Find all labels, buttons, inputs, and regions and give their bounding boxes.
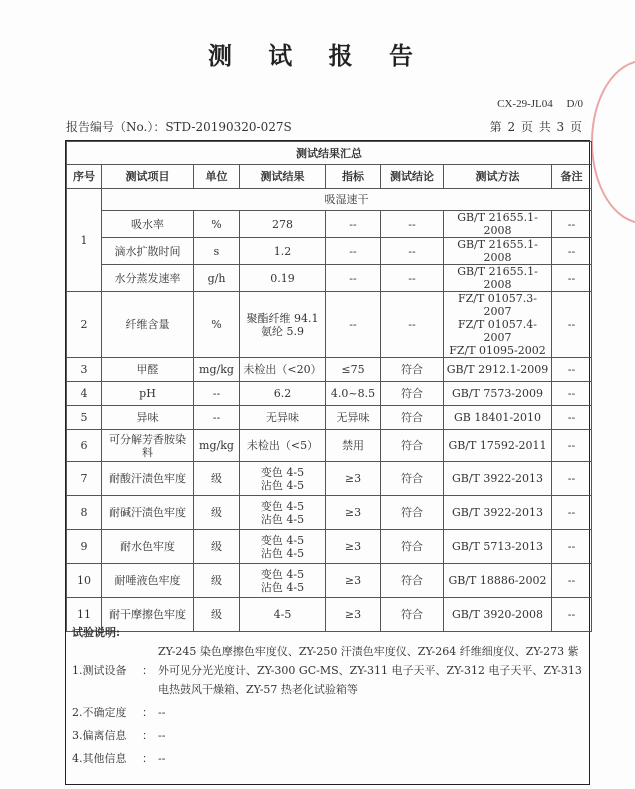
note-label: 2.不确定度: [72, 706, 127, 719]
table-cell: 耐唾液色牢度: [102, 564, 194, 598]
table-cell: s: [194, 238, 240, 265]
table-cell: 符合: [381, 496, 444, 530]
note-colon: ：: [142, 706, 153, 719]
note-label: 3.偏离信息: [72, 729, 127, 742]
table-cell: 1: [67, 189, 102, 292]
table-cell: GB/T 3922-2013: [444, 462, 552, 496]
table-cell: 无异味: [326, 406, 381, 430]
table-cell: --: [194, 406, 240, 430]
table-row: [67, 430, 592, 462]
table-cell: 级: [194, 598, 240, 632]
test-notes: [72, 623, 583, 768]
table-cell: [240, 496, 326, 530]
result-line: 沾色 4-5: [260, 546, 305, 560]
table-cell: 符合: [381, 598, 444, 632]
method-line: FZ/T 01057.3-2007: [457, 292, 538, 318]
table-row: [67, 462, 592, 496]
page-info: 第 2 页 共 3 页: [489, 120, 583, 134]
result-line: 变色 4-5: [260, 465, 305, 479]
table-cell: 符合: [381, 462, 444, 496]
column-header: 序号: [67, 165, 102, 189]
table-cell: %: [194, 292, 240, 358]
results-frame: [65, 140, 590, 785]
result-line: 变色 4-5: [260, 499, 305, 513]
result-line: 氨纶 5.9: [261, 324, 304, 338]
table-cell: 耐干摩擦色牢度: [102, 598, 194, 632]
table-cell: 符合: [381, 406, 444, 430]
table-cell: GB/T 7573-2009: [444, 382, 552, 406]
table-cell: 4.0~8.5: [326, 382, 381, 406]
table-cell: GB 18401-2010: [444, 406, 552, 430]
table-cell: --: [552, 564, 592, 598]
table-cell: --: [552, 382, 592, 406]
table-cell: ≥3: [326, 564, 381, 598]
table-cell: 水分蒸发速率: [102, 265, 194, 292]
table-cell: 5: [67, 406, 102, 430]
table-cell: --: [552, 496, 592, 530]
table-cell: GB/T 21655.1-2008: [444, 211, 552, 238]
result-line: 沾色 4-5: [260, 512, 305, 526]
results-table: [66, 141, 592, 632]
table-cell: ≥3: [326, 598, 381, 632]
table-cell: --: [326, 292, 381, 358]
note-colon: ：: [142, 664, 153, 677]
table-cell: GB/T 18886-2002: [444, 564, 552, 598]
table-cell: --: [326, 238, 381, 265]
note-colon: ：: [142, 729, 153, 742]
table-cell: pH: [102, 382, 194, 406]
method-line: FZ/T 01057.4-2007: [457, 318, 538, 344]
report-title: 测 试 报 告: [207, 41, 428, 70]
table-cell: GB/T 2912.1-2009: [444, 358, 552, 382]
table-cell: 耐酸汗渍色牢度: [102, 462, 194, 496]
table-cell: mg/kg: [194, 430, 240, 462]
table-cell: 禁用: [326, 430, 381, 462]
table-cell: 级: [194, 462, 240, 496]
table-cell: ≥3: [326, 496, 381, 530]
table-row: [67, 211, 592, 238]
table-cell: --: [552, 292, 592, 358]
table-cell: 未检出（<5）: [240, 430, 326, 462]
table-cell: 9: [67, 530, 102, 564]
table-cell: %: [194, 211, 240, 238]
column-header: 测试方法: [444, 165, 552, 189]
table-cell: --: [552, 406, 592, 430]
report-number: 报告编号（No.）：STD-20190320-027S: [66, 120, 292, 134]
method-line: FZ/T 01095-2002: [449, 344, 546, 357]
table-cell: 级: [194, 496, 240, 530]
table-cell: 甲醛: [102, 358, 194, 382]
column-header: 单位: [194, 165, 240, 189]
result-line: 聚酯纤维 94.1: [246, 311, 319, 325]
table-cell: --: [552, 265, 592, 292]
red-seal-stamp: [591, 60, 635, 224]
table-cell: --: [326, 265, 381, 292]
table-cell: --: [552, 238, 592, 265]
table-cell: 级: [194, 530, 240, 564]
table-cell: [240, 564, 326, 598]
column-header: 备注: [552, 165, 592, 189]
table-cell: --: [552, 430, 592, 462]
table-cell: 吸水率: [102, 211, 194, 238]
note-item: [72, 703, 583, 722]
table-cell: ≤75: [326, 358, 381, 382]
column-header: 测试结论: [381, 165, 444, 189]
table-row: [67, 238, 592, 265]
note-value: ZY-245 染色摩擦色牢度仪、ZY-250 汗渍色牢度仪、ZY-264 纤维细度仪、ZY-273 紫外可见分光光度计、ZY-300 GC-MS、ZY-311 电子天平、ZY-312 电子天平、ZY-313 电热鼓风干燥箱、ZY-57 热老化试验箱等: [158, 645, 582, 696]
table-cell: 6: [67, 430, 102, 462]
note-label: 4.其他信息: [72, 752, 127, 765]
table-cell: 7: [67, 462, 102, 496]
result-line: 沾色 4-5: [260, 478, 305, 492]
table-cell: --: [552, 211, 592, 238]
table-row: [67, 530, 592, 564]
table-cell: mg/kg: [194, 358, 240, 382]
table-cell: GB/T 5713-2013: [444, 530, 552, 564]
table-cell: 11: [67, 598, 102, 632]
table-cell: 异味: [102, 406, 194, 430]
table-cell: 符合: [381, 430, 444, 462]
result-line: 变色 4-5: [260, 567, 305, 581]
table-cell: [240, 462, 326, 496]
table-cell: --: [552, 530, 592, 564]
header-row: [67, 165, 592, 189]
table-row: [67, 189, 592, 211]
notes-heading: 试验说明:: [72, 626, 121, 639]
note-value: --: [158, 706, 166, 719]
table-cell: 8: [67, 496, 102, 530]
table-cell: 纤维含量: [102, 292, 194, 358]
column-header: 测试项目: [102, 165, 194, 189]
table-row: [67, 292, 592, 358]
table-cell: 耐水色牢度: [102, 530, 194, 564]
table-cell: 符合: [381, 564, 444, 598]
note-item: [72, 642, 583, 699]
table-cell: --: [552, 462, 592, 496]
table-cell: GB/T 3920-2008: [444, 598, 552, 632]
result-line: 沾色 4-5: [260, 580, 305, 594]
table-cell: 无异味: [240, 406, 326, 430]
table-cell: 278: [240, 211, 326, 238]
table-cell: --: [552, 598, 592, 632]
table-cell: --: [194, 382, 240, 406]
note-label: 1.测试设备: [72, 664, 127, 677]
table-cell: 耐碱汗渍色牢度: [102, 496, 194, 530]
table-row: [67, 496, 592, 530]
table-cell: 符合: [381, 382, 444, 406]
table-cell: 符合: [381, 530, 444, 564]
table-cell: --: [381, 238, 444, 265]
table-cell: [240, 292, 326, 358]
table-row: [67, 382, 592, 406]
table-cell: --: [326, 211, 381, 238]
table-cell: g/h: [194, 265, 240, 292]
table-cell: 级: [194, 564, 240, 598]
table-cell: ≥3: [326, 530, 381, 564]
group-subheader: 吸湿速干: [102, 189, 592, 211]
table-cell: 滴水扩散时间: [102, 238, 194, 265]
column-header: 测试结果: [240, 165, 326, 189]
table-cell: --: [552, 358, 592, 382]
column-header: 指标: [326, 165, 381, 189]
table-cell: [444, 292, 552, 358]
table-cell: 0.19: [240, 265, 326, 292]
table-cell: 6.2: [240, 382, 326, 406]
table-cell: GB/T 21655.1-2008: [444, 238, 552, 265]
table-cell: --: [381, 265, 444, 292]
table-cell: GB/T 21655.1-2008: [444, 265, 552, 292]
table-row: [67, 265, 592, 292]
table-row: [67, 358, 592, 382]
table-cell: 4: [67, 382, 102, 406]
table-caption: 测试结果汇总: [67, 142, 592, 165]
table-cell: 3: [67, 358, 102, 382]
table-cell: GB/T 17592-2011: [444, 430, 552, 462]
note-value: --: [158, 729, 166, 742]
note-item: [72, 749, 583, 768]
table-cell: 1.2: [240, 238, 326, 265]
table-cell: 可分解芳香胺染料: [102, 430, 194, 462]
table-row: [67, 406, 592, 430]
table-cell: 2: [67, 292, 102, 358]
table-cell: 4-5: [240, 598, 326, 632]
table-cell: 符合: [381, 358, 444, 382]
table-cell: [240, 530, 326, 564]
table-cell: GB/T 3922-2013: [444, 496, 552, 530]
result-line: 变色 4-5: [260, 533, 305, 547]
note-value: --: [158, 752, 166, 765]
table-row: [67, 564, 592, 598]
table-cell: 10: [67, 564, 102, 598]
table-cell: --: [381, 211, 444, 238]
table-cell: 未检出（<20）: [240, 358, 326, 382]
table-cell: ≥3: [326, 462, 381, 496]
table-cell: --: [381, 292, 444, 358]
note-colon: ：: [142, 752, 153, 765]
document-code: CX-29-JL04 D/0: [497, 98, 583, 110]
note-item: [72, 726, 583, 745]
